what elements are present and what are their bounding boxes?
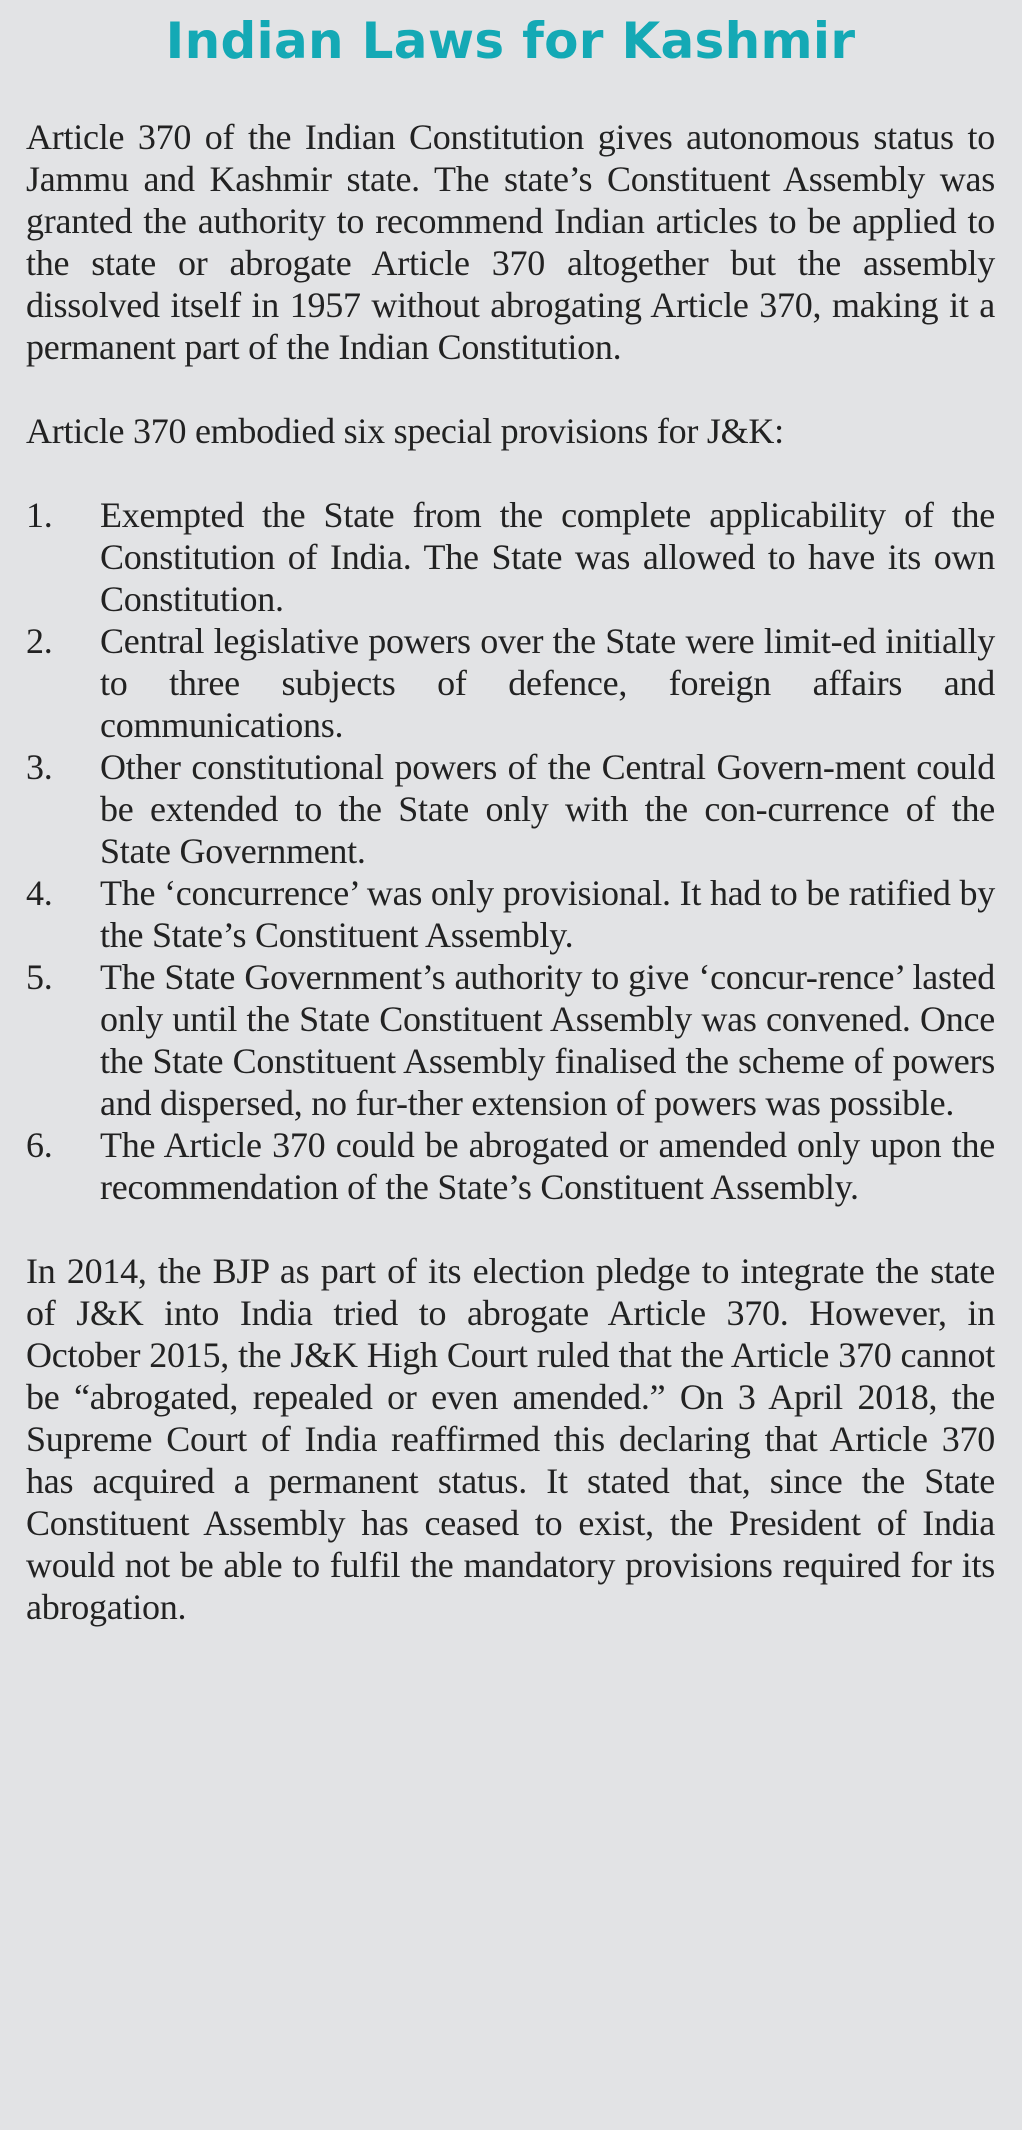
list-item [26,494,995,620]
list-item [26,872,995,956]
closing-paragraph: In 2014, the BJP as part of its election pledge to integrate the state of J&K into India tried to abrogate Article 370. However, in October 2015, the J&K High Court ruled that the Article 370 cannot be “abrogated, repealed or even amended.” On 3 April 2018, the Supreme Court of India reaffirmed this declaring that Article 370 has acquired a permanent status. It stated that, since the State Constituent Assembly has ceased to exist, the President of India would not be able to fulfil the mandatory provisions required for its abrogation. [26,1251,995,1627]
list-item-text: The State Government’s authority to give ‘concur-rence’ lasted only until the State Constituent Assembly was convened. Once the State Constituent Assembly finalised the scheme of powers and dispersed, no fur-ther extension of powers was possible. [100,957,995,1123]
intro-paragraph: Article 370 of the Indian Constitution gives autonomous status to Jammu and Kashmir state. The state’s Constituent Assembly was granted the authority to recommend Indian articles to be applied to the state or abrogate Article 370 altogether but the assembly dissolved itself in 1957 without abrogating Article 370, making it a permanent part of the Indian Constitution. [26,117,995,367]
article-body [26,116,995,1628]
list-item-number: 6. [26,1125,53,1165]
provisions-list [26,494,995,1208]
list-item-text: Central legislative powers over the State were limit-ed initially to three subjects of defence, foreign affairs and communications. [100,621,995,745]
page-title: Indian Laws for Kashmir [165,12,856,70]
list-item-text: The ‘concurrence’ was only provisional. It had to be ratified by the State’s Constituent Assembly. [100,873,995,955]
list-item-number: 2. [26,621,53,661]
list-item [26,620,995,746]
list-item [26,746,995,872]
lead-in-paragraph: Article 370 embodied six special provisions for J&K: [26,411,784,451]
list-item [26,1124,995,1208]
list-item-number: 1. [26,495,53,535]
list-item-number: 5. [26,957,53,997]
list-item-text: The Article 370 could be abrogated or amended only upon the recommendation of the State’s Constituent Assembly. [100,1125,995,1207]
list-item [26,956,995,1124]
list-item-text: Other constitutional powers of the Central Govern-ment could be extended to the State only with the con-currence of the State Government. [100,747,995,871]
list-item-text: Exempted the State from the complete applicability of the Constitution of India. The State was allowed to have its own Constitution. [100,495,995,619]
list-item-number: 4. [26,873,53,913]
list-item-number: 3. [26,747,53,787]
